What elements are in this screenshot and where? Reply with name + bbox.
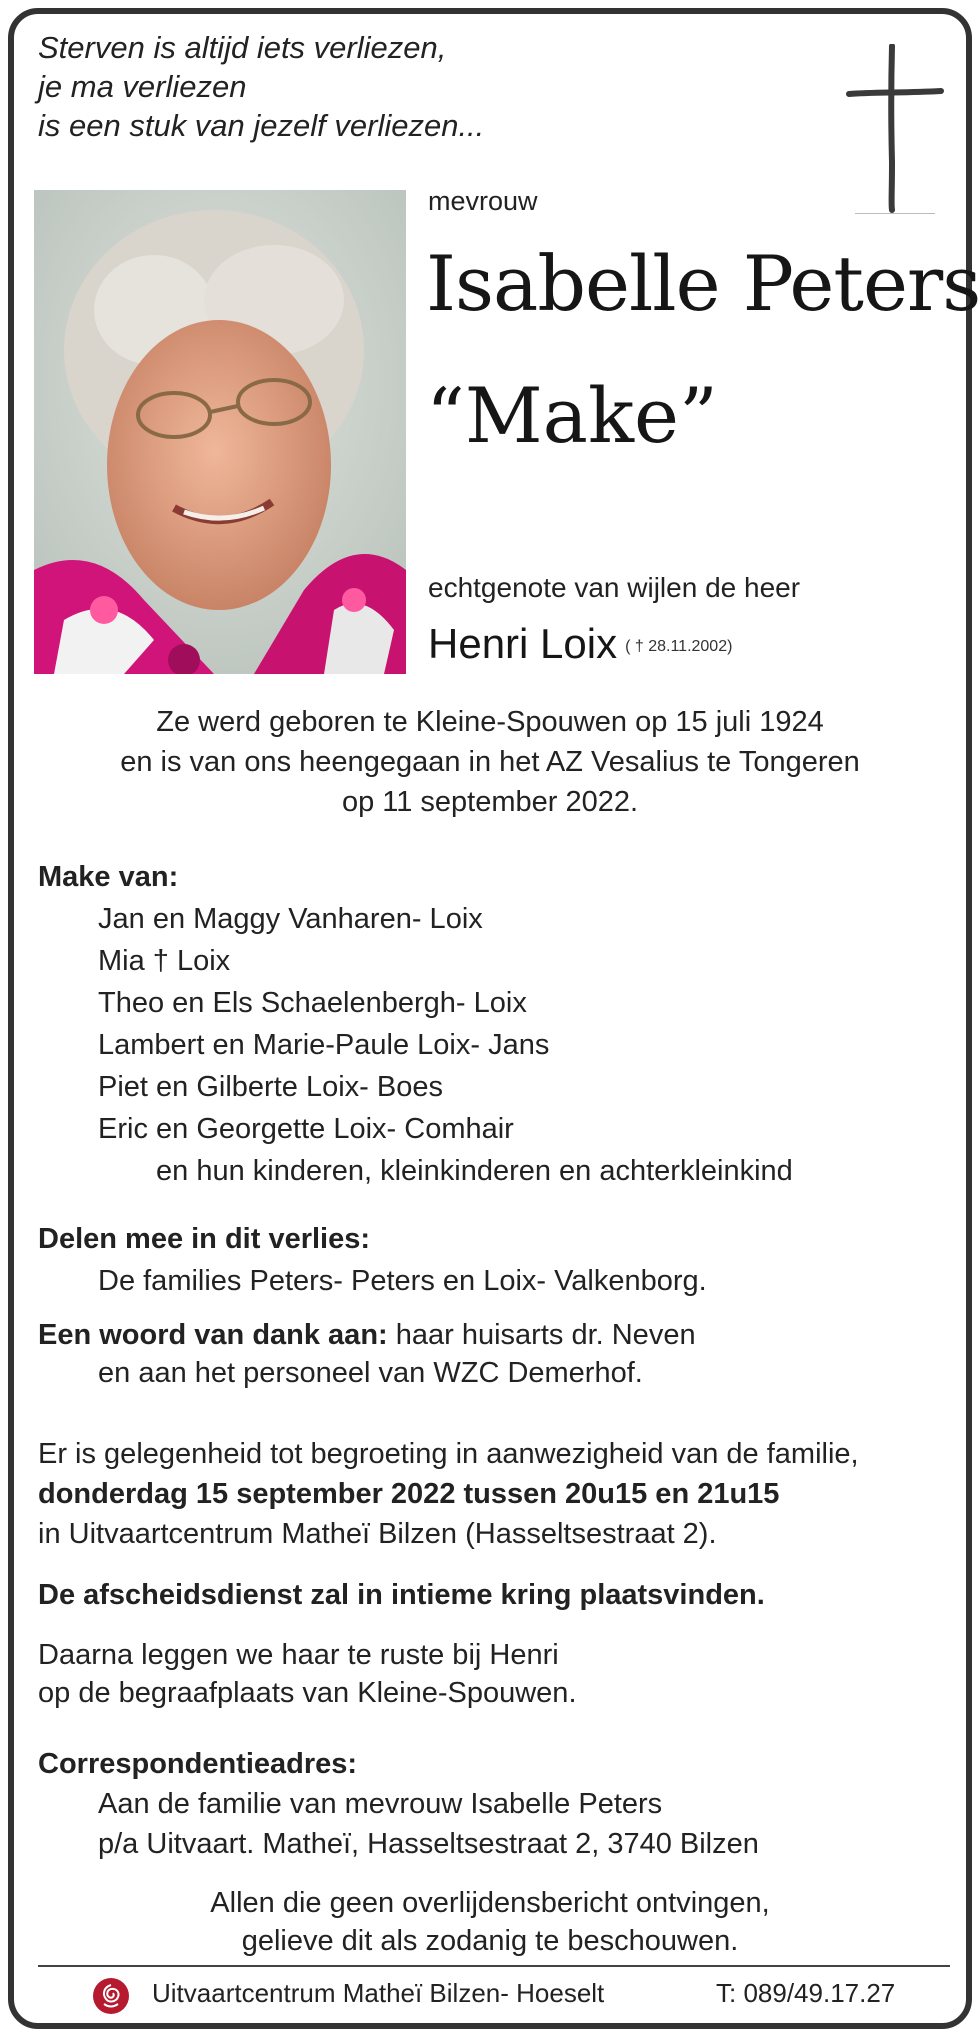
burial-line: op de begraafplaats van Kleine-Spouwen. (38, 1677, 577, 1709)
child-item: Jan en Maggy Vanharen- Loix (98, 903, 483, 935)
cross-icon (845, 44, 945, 214)
visitation-date: donderdag 15 september 2022 tussen 20u15 en 21u15 (38, 1478, 780, 1510)
service-note: De afscheidsdienst zal in intieme kring plaatsvinden. (38, 1579, 765, 1611)
make-section (38, 856, 793, 1192)
make-heading: Make van: (38, 861, 179, 893)
delen-section (38, 1218, 707, 1302)
dank-heading: Een woord van dank aan: (38, 1319, 388, 1351)
birth-death-intro (38, 702, 942, 822)
burial-line: Daarna leggen we haar te ruste bij Henri (38, 1639, 559, 1671)
visitation-location: in Uitvaartcentrum Matheï Bilzen (Hasseltsestraat 2). (38, 1518, 717, 1550)
footer-divider (38, 1965, 950, 1967)
notice (38, 1884, 942, 1960)
spouse-death-date: ( † 28.11.2002) (625, 637, 733, 655)
dank-section (38, 1316, 696, 1392)
notice-line: gelieve dit als zodanig te beschouwen. (241, 1925, 739, 1957)
child-item: Mia † Loix (98, 945, 231, 977)
dank-text-2: en aan het personeel van WZC Demerhof. (98, 1357, 643, 1389)
child-item: Lambert en Marie-Paule Loix- Jans (98, 1029, 550, 1061)
child-item: Eric en Georgette Loix- Comhair (98, 1113, 514, 1145)
poem-line: je ma verliezen (38, 69, 247, 104)
intro-line: en is van ons heengegaan in het AZ Vesalius te Tongeren (120, 746, 860, 778)
intro-line: op 11 september 2022. (341, 786, 639, 818)
correspondence-line: Aan de familie van mevrouw Isabelle Peters (98, 1788, 663, 1820)
rose-logo-icon (92, 1977, 130, 2015)
visitation-section (38, 1434, 859, 1554)
delen-text: De families Peters- Peters en Loix- Valkenborg. (98, 1265, 707, 1297)
poem (38, 28, 484, 145)
delen-heading: Delen mee in dit verlies: (38, 1223, 371, 1255)
portrait-photo (34, 190, 406, 674)
correspondence-line: p/a Uitvaart. Matheï, Hasseltsestraat 2, 3740 Bilzen (98, 1828, 759, 1860)
poem-line: is een stuk van jezelf verliezen... (38, 108, 485, 143)
visitation-line: Er is gelegenheid tot begroeting in aanwezigheid van de familie, (38, 1438, 859, 1470)
spouse-name: Henri Loix (428, 620, 618, 667)
spouse-line (428, 620, 732, 668)
dank-text: haar huisarts dr. Neven (387, 1319, 696, 1351)
correspondence-heading: Correspondentieadres: (38, 1748, 358, 1780)
deceased-name: Isabelle Peters (426, 239, 980, 328)
intro-line: Ze werd geboren te Kleine-Spouwen op 15 juli 1924 (156, 706, 824, 738)
funeral-home-phone: T: 089/49.17.27 (716, 1978, 896, 2008)
deceased-nickname: “Make” (426, 371, 718, 460)
deceased-prefix: mevrouw (428, 186, 538, 216)
burial-section (38, 1636, 577, 1712)
notice-line: Allen die geen overlijdensbericht ontvingen, (210, 1887, 770, 1919)
poem-line: Sterven is altijd iets verliezen, (38, 30, 447, 65)
descendants-line: en hun kinderen, kleinkinderen en achterkleinkind (156, 1155, 793, 1187)
funeral-home-name: Uitvaartcentrum Matheï Bilzen- Hoeselt (152, 1978, 605, 2008)
correspondence-section (38, 1744, 759, 1864)
spouse-intro: echtgenote van wijlen de heer (428, 572, 801, 603)
child-item: Piet en Gilberte Loix- Boes (98, 1071, 443, 1103)
child-item: Theo en Els Schaelenbergh- Loix (98, 987, 527, 1019)
